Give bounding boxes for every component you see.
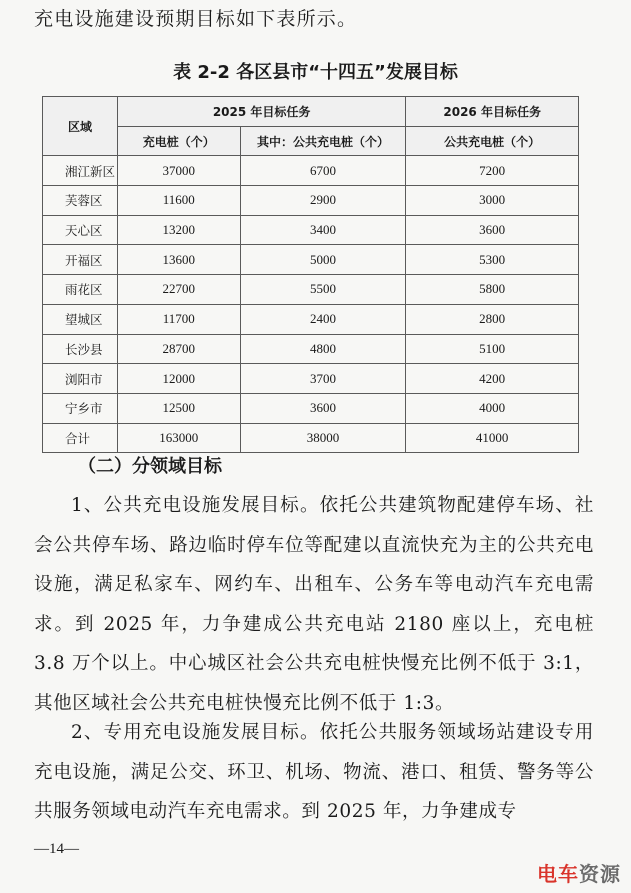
cell-2026-public: 5100: [406, 334, 579, 364]
cell-region: 合计: [43, 423, 118, 453]
cell-2025-total: 13600: [117, 245, 240, 275]
cell-region: 湘江新区: [43, 156, 118, 186]
cell-2025-public: 2400: [240, 304, 406, 334]
cell-2026-public: 5300: [406, 245, 579, 275]
cell-2025-total: 12500: [117, 393, 240, 423]
cell-region: 宁乡市: [43, 393, 118, 423]
page-number: —14—: [34, 841, 79, 857]
watermark-text-a: 电车: [537, 862, 579, 886]
cell-2025-total: 163000: [117, 423, 240, 453]
header-2026-group: 2026 年目标任务: [406, 97, 579, 127]
cell-2026-public: 7200: [406, 156, 579, 186]
cell-2025-public: 5500: [240, 275, 406, 305]
header-2026-public: 公共充电桩（个）: [406, 126, 579, 156]
header-region: 区域: [43, 97, 118, 156]
cell-2026-public: 5800: [406, 275, 579, 305]
table-row: [43, 156, 579, 186]
table-row: [43, 393, 579, 423]
cell-2025-total: 11700: [117, 304, 240, 334]
cell-2025-public: 3700: [240, 364, 406, 394]
cell-2026-public: 4200: [406, 364, 579, 394]
header-2025-public: 其中：公共充电桩（个）: [240, 126, 406, 156]
section-heading: （二）分领域目标: [78, 456, 222, 477]
cell-2025-public: 5000: [240, 245, 406, 275]
cell-2025-total: 28700: [117, 334, 240, 364]
table-row: [43, 423, 579, 453]
cell-2026-public: 4000: [406, 393, 579, 423]
cell-2025-public: 3400: [240, 215, 406, 245]
cell-region: 天心区: [43, 215, 118, 245]
cell-2025-public: 4800: [240, 334, 406, 364]
table-row: [43, 275, 579, 305]
cell-2025-public: 2900: [240, 186, 406, 216]
header-2025-group: 2025 年目标任务: [117, 97, 405, 127]
cell-2025-total: 37000: [117, 156, 240, 186]
table-row: [43, 215, 579, 245]
cell-region: 雨花区: [43, 275, 118, 305]
cell-2026-public: 41000: [406, 423, 579, 453]
paragraph-dedicated-charging: [34, 713, 594, 832]
cell-2025-public: 38000: [240, 423, 406, 453]
watermark-text-b: 资源: [579, 862, 621, 886]
table-row: [43, 334, 579, 364]
cell-region: 浏阳市: [43, 364, 118, 394]
targets-table: [42, 96, 579, 453]
cell-2025-public: 6700: [240, 156, 406, 186]
paragraph-text: 1、公共充电设施发展目标。依托公共建筑物配建停车场、社会公共停车场、路边临时停车位等配建以直流快充为主的公共充电设施，满足私家车、网约车、出租车、公务车等电动汽车充电需求。到 2025 年，力争建成公共充电站 2180 座以上，充电桩 3.8 万个以上。中心城区社会公共充电桩快慢充比例不低于 3:1，其他区域社会公共充电桩快慢充比例不低于 1:3。: [34, 495, 594, 714]
cell-2026-public: 2800: [406, 304, 579, 334]
watermark-logo: [537, 858, 621, 887]
cell-region: 长沙县: [43, 334, 118, 364]
table-title: 表 2-2 各区县市“十四五”发展目标: [173, 62, 458, 83]
cell-region: 望城区: [43, 304, 118, 334]
table-row: [43, 245, 579, 275]
cell-2025-total: 22700: [117, 275, 240, 305]
header-2025-total: 充电桩（个）: [117, 126, 240, 156]
cell-region: 开福区: [43, 245, 118, 275]
cell-2026-public: 3600: [406, 215, 579, 245]
paragraph-public-charging: [34, 486, 594, 723]
table-row: [43, 304, 579, 334]
cell-2025-total: 12000: [117, 364, 240, 394]
cell-2025-total: 11600: [117, 186, 240, 216]
cell-2025-public: 3600: [240, 393, 406, 423]
cell-2026-public: 3000: [406, 186, 579, 216]
cell-2025-total: 13200: [117, 215, 240, 245]
intro-text: 充电设施建设预期目标如下表所示。: [34, 8, 358, 30]
table-row: [43, 186, 579, 216]
paragraph-text: 2、专用充电设施发展目标。依托公共服务领域场站建设专用充电设施，满足公交、环卫、机场、物流、港口、租赁、警务等公共服务领域电动汽车充电需求。到 2025 年，力争建成专: [34, 722, 594, 822]
cell-region: 芙蓉区: [43, 186, 118, 216]
table-row: [43, 364, 579, 394]
